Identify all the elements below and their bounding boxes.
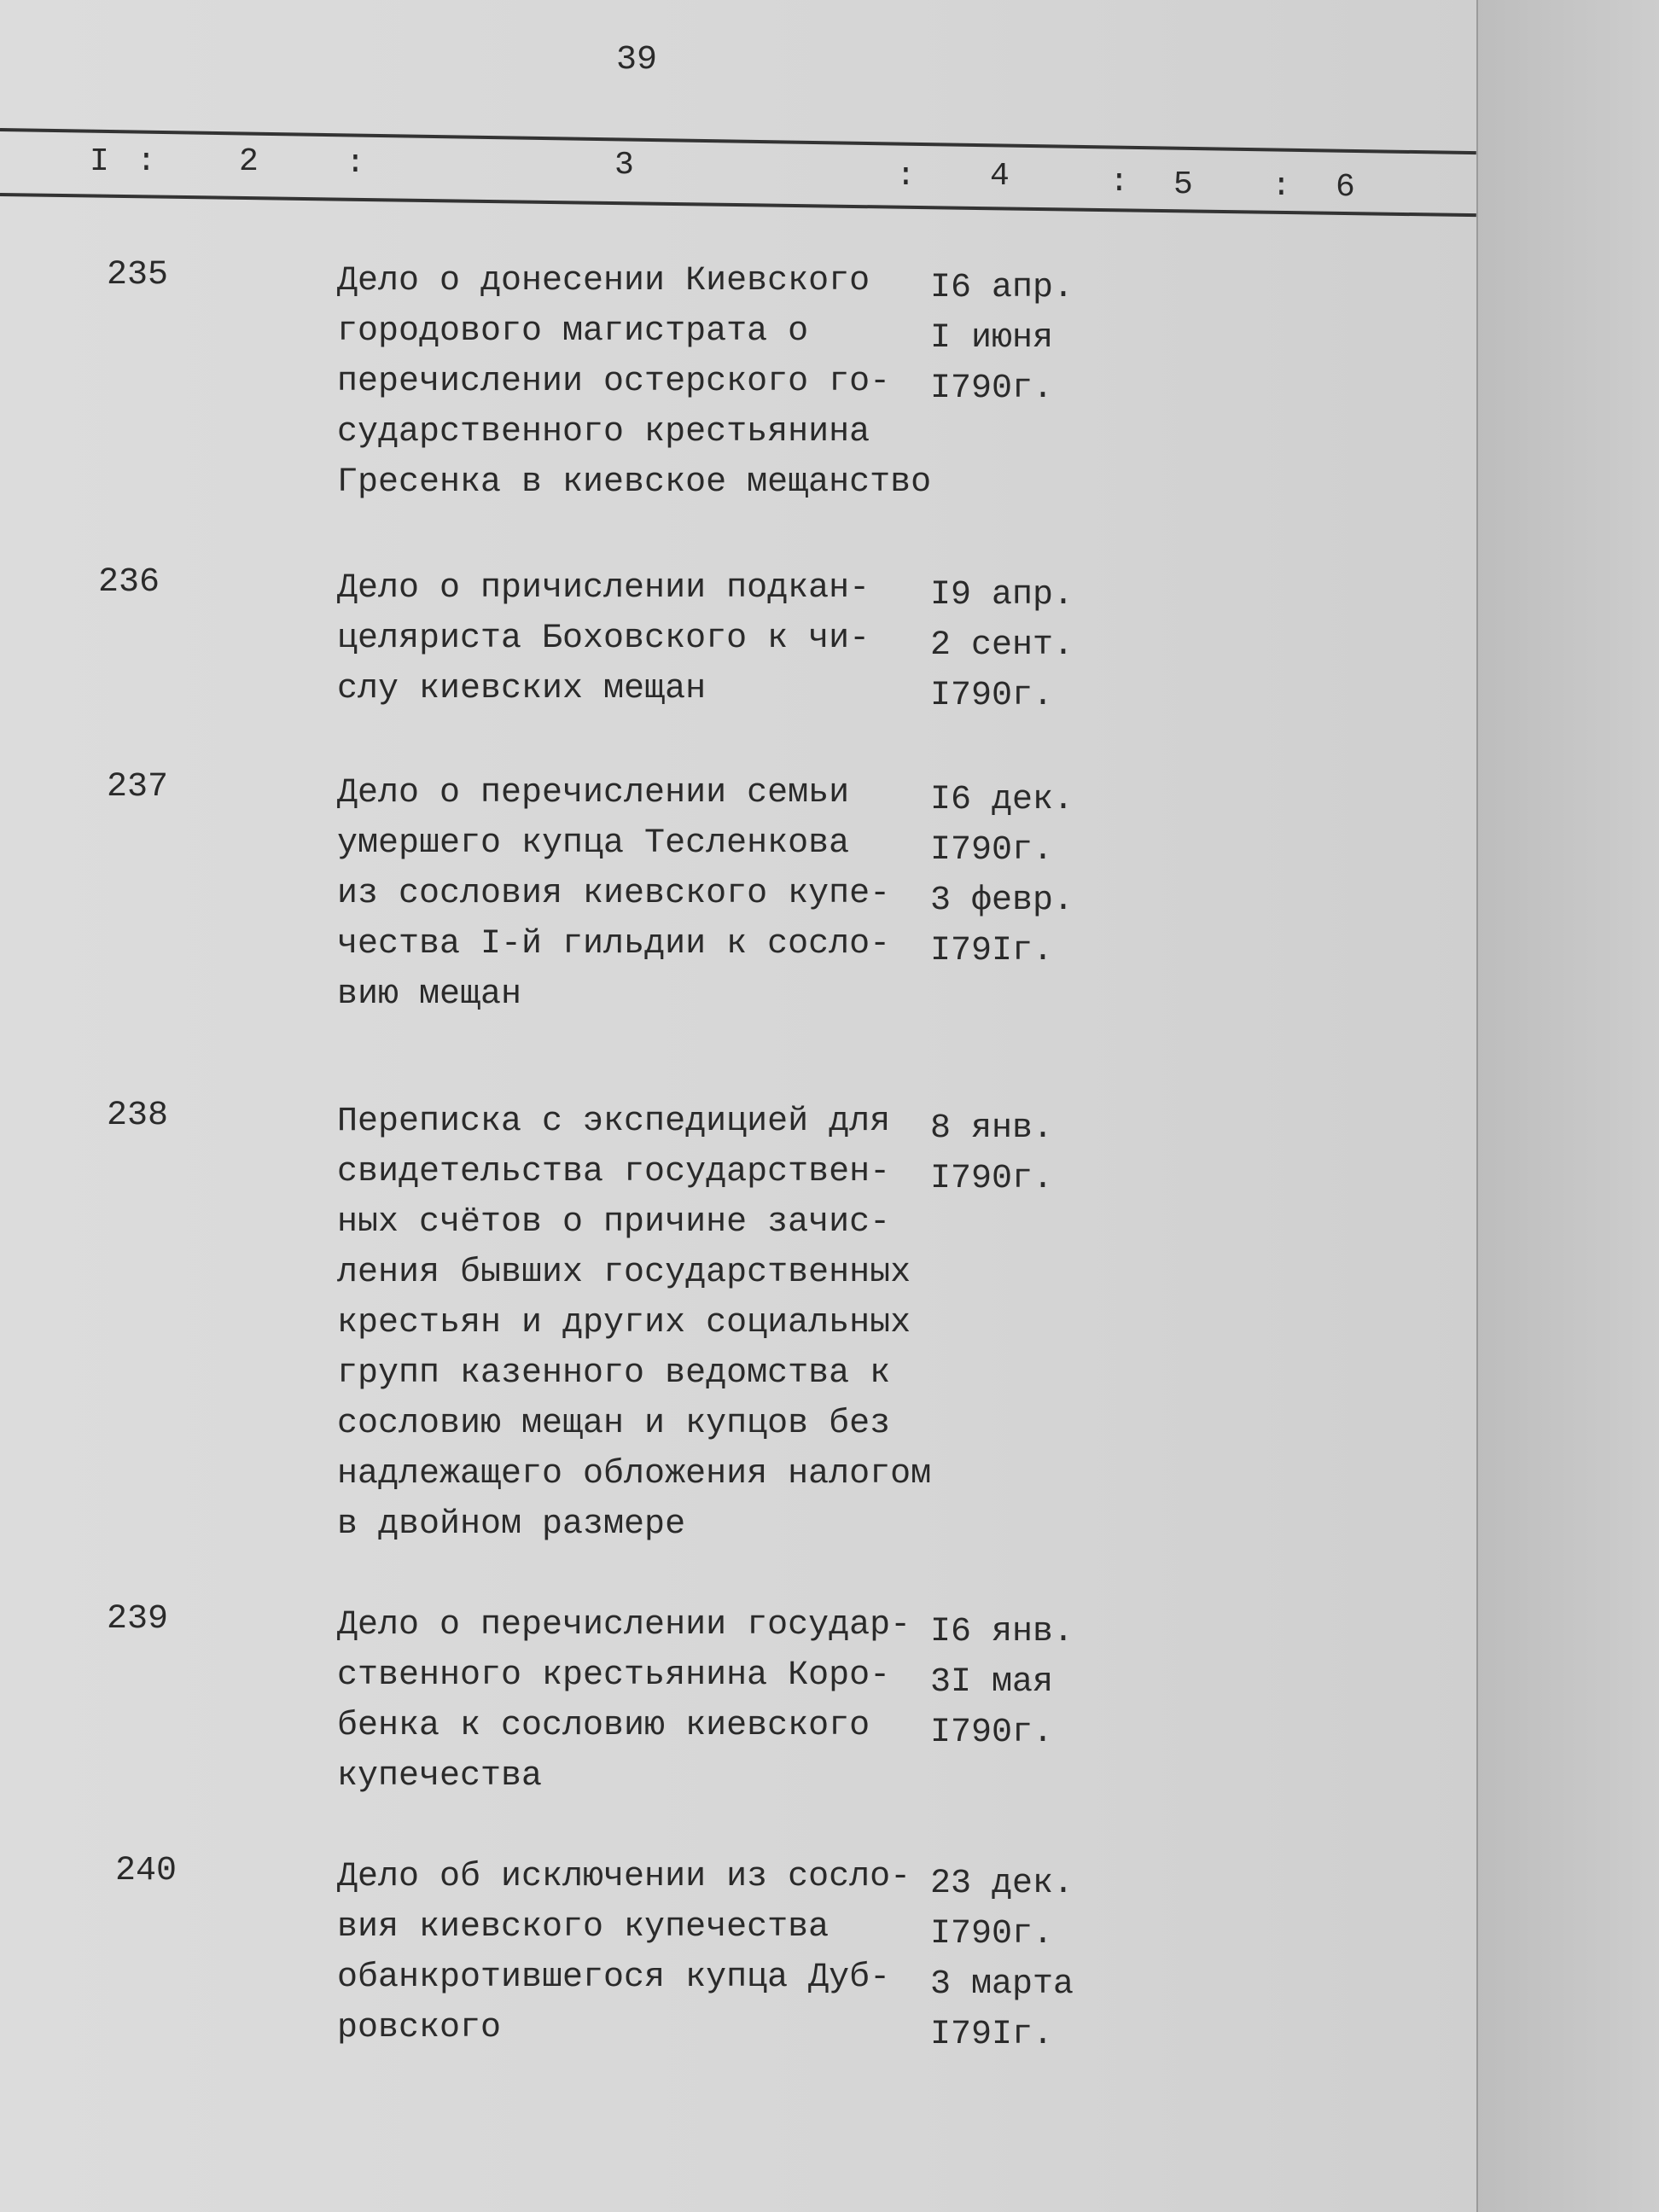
- description-line: Дело о донесении Киевского: [337, 262, 870, 300]
- description-line: Дело о перечислении семьи: [337, 774, 850, 812]
- description-line: Дело об исключении из сосло-: [337, 1858, 911, 1896]
- column-header: 6: [1336, 169, 1355, 206]
- entry-dates: [930, 570, 1074, 721]
- date-line: I9 апр.: [930, 576, 1074, 614]
- entry-number: 238: [107, 1097, 169, 1135]
- entry-description: [337, 768, 890, 1020]
- description-line: в двойном размере: [337, 1505, 686, 1544]
- date-line: 3 марта: [930, 1965, 1074, 2004]
- date-line: 2 сент.: [930, 626, 1074, 665]
- entry-number: 236: [98, 563, 160, 602]
- date-line: I6 дек.: [930, 781, 1074, 819]
- entry-description: [337, 1097, 931, 1550]
- date-line: I790г.: [930, 1714, 1054, 1752]
- column-header: I: [90, 143, 109, 180]
- date-line: I79Iг.: [930, 2016, 1054, 2054]
- description-line: городового магистрата о: [337, 312, 809, 351]
- column-header: 3: [614, 147, 634, 183]
- date-line: 3 февр.: [930, 882, 1074, 920]
- column-separator: :: [137, 143, 156, 180]
- entry-number: 235: [107, 256, 169, 294]
- description-line: надлежащего обложения налогом: [337, 1455, 932, 1493]
- date-line: I79Iг.: [930, 932, 1054, 970]
- column-separator: :: [1109, 164, 1129, 201]
- description-line: свидетельства государствен-: [337, 1153, 891, 1191]
- description-line: слу киевских мещан: [337, 670, 707, 708]
- entry-dates: [930, 1859, 1074, 2060]
- column-separator: :: [1272, 168, 1291, 205]
- description-line: сословию мещан и купцов без: [337, 1405, 891, 1443]
- description-line: обанкротившегося купца Дуб-: [337, 1959, 891, 1997]
- description-line: групп казенного ведомства к: [337, 1354, 891, 1393]
- description-line: из сословия киевского купе-: [337, 875, 891, 913]
- entry-description: [337, 256, 931, 508]
- description-line: умершего купца Тесленкова: [337, 824, 850, 863]
- date-line: I790г.: [930, 831, 1054, 870]
- description-line: Дело о перечислении государ-: [337, 1606, 911, 1644]
- column-header: 2: [239, 143, 259, 180]
- description-line: вия киевского купечества: [337, 1908, 830, 1947]
- entry-number: 240: [115, 1852, 178, 1890]
- description-line: ровского: [337, 2009, 502, 2047]
- description-line: Гресенка в киевское мещанство: [337, 463, 932, 502]
- description-line: купечества: [337, 1757, 543, 1796]
- date-line: 3I мая: [930, 1663, 1054, 1702]
- entry-description: [337, 1600, 911, 1802]
- description-line: ственного крестьянина Коро-: [337, 1656, 891, 1695]
- description-line: вию мещан: [337, 975, 522, 1014]
- entry-number: 237: [107, 768, 169, 806]
- description-line: ления бывших государственных: [337, 1254, 911, 1292]
- date-line: I6 янв.: [930, 1613, 1074, 1651]
- date-line: I6 апр.: [930, 269, 1074, 307]
- description-line: сударственного крестьянина: [337, 413, 870, 451]
- description-line: целяриста Боховского к чи-: [337, 620, 870, 658]
- date-line: 23 дек.: [930, 1865, 1074, 1903]
- date-line: I790г.: [930, 1915, 1054, 1953]
- page-number: 39: [616, 41, 658, 79]
- entry-description: [337, 563, 870, 714]
- date-line: I790г.: [930, 677, 1054, 715]
- page-background-margin: [1478, 0, 1659, 2212]
- description-line: перечислении остерского го-: [337, 363, 891, 401]
- date-line: I790г.: [930, 370, 1054, 408]
- description-line: ных счётов о причине зачис-: [337, 1203, 891, 1242]
- description-line: Дело о причислении подкан-: [337, 569, 870, 608]
- entry-number: 239: [107, 1600, 169, 1639]
- description-line: чества I-й гильдии к сосло-: [337, 925, 891, 963]
- entry-dates: [930, 1607, 1074, 1758]
- entry-dates: [930, 1103, 1053, 1204]
- entry-dates: [930, 263, 1074, 414]
- date-line: 8 янв.: [930, 1109, 1054, 1148]
- description-line: крестьян и других социальных: [337, 1304, 911, 1342]
- column-header: 4: [990, 158, 1010, 195]
- column-header: 5: [1173, 166, 1193, 203]
- date-line: I июня: [930, 319, 1054, 358]
- description-line: бенка к сословию киевского: [337, 1707, 870, 1745]
- entry-dates: [930, 775, 1074, 976]
- column-separator: :: [346, 145, 365, 182]
- entry-description: [337, 1852, 911, 2053]
- date-line: I790г.: [930, 1160, 1054, 1198]
- column-separator: :: [896, 158, 916, 195]
- description-line: Переписка с экспедицией для: [337, 1103, 891, 1141]
